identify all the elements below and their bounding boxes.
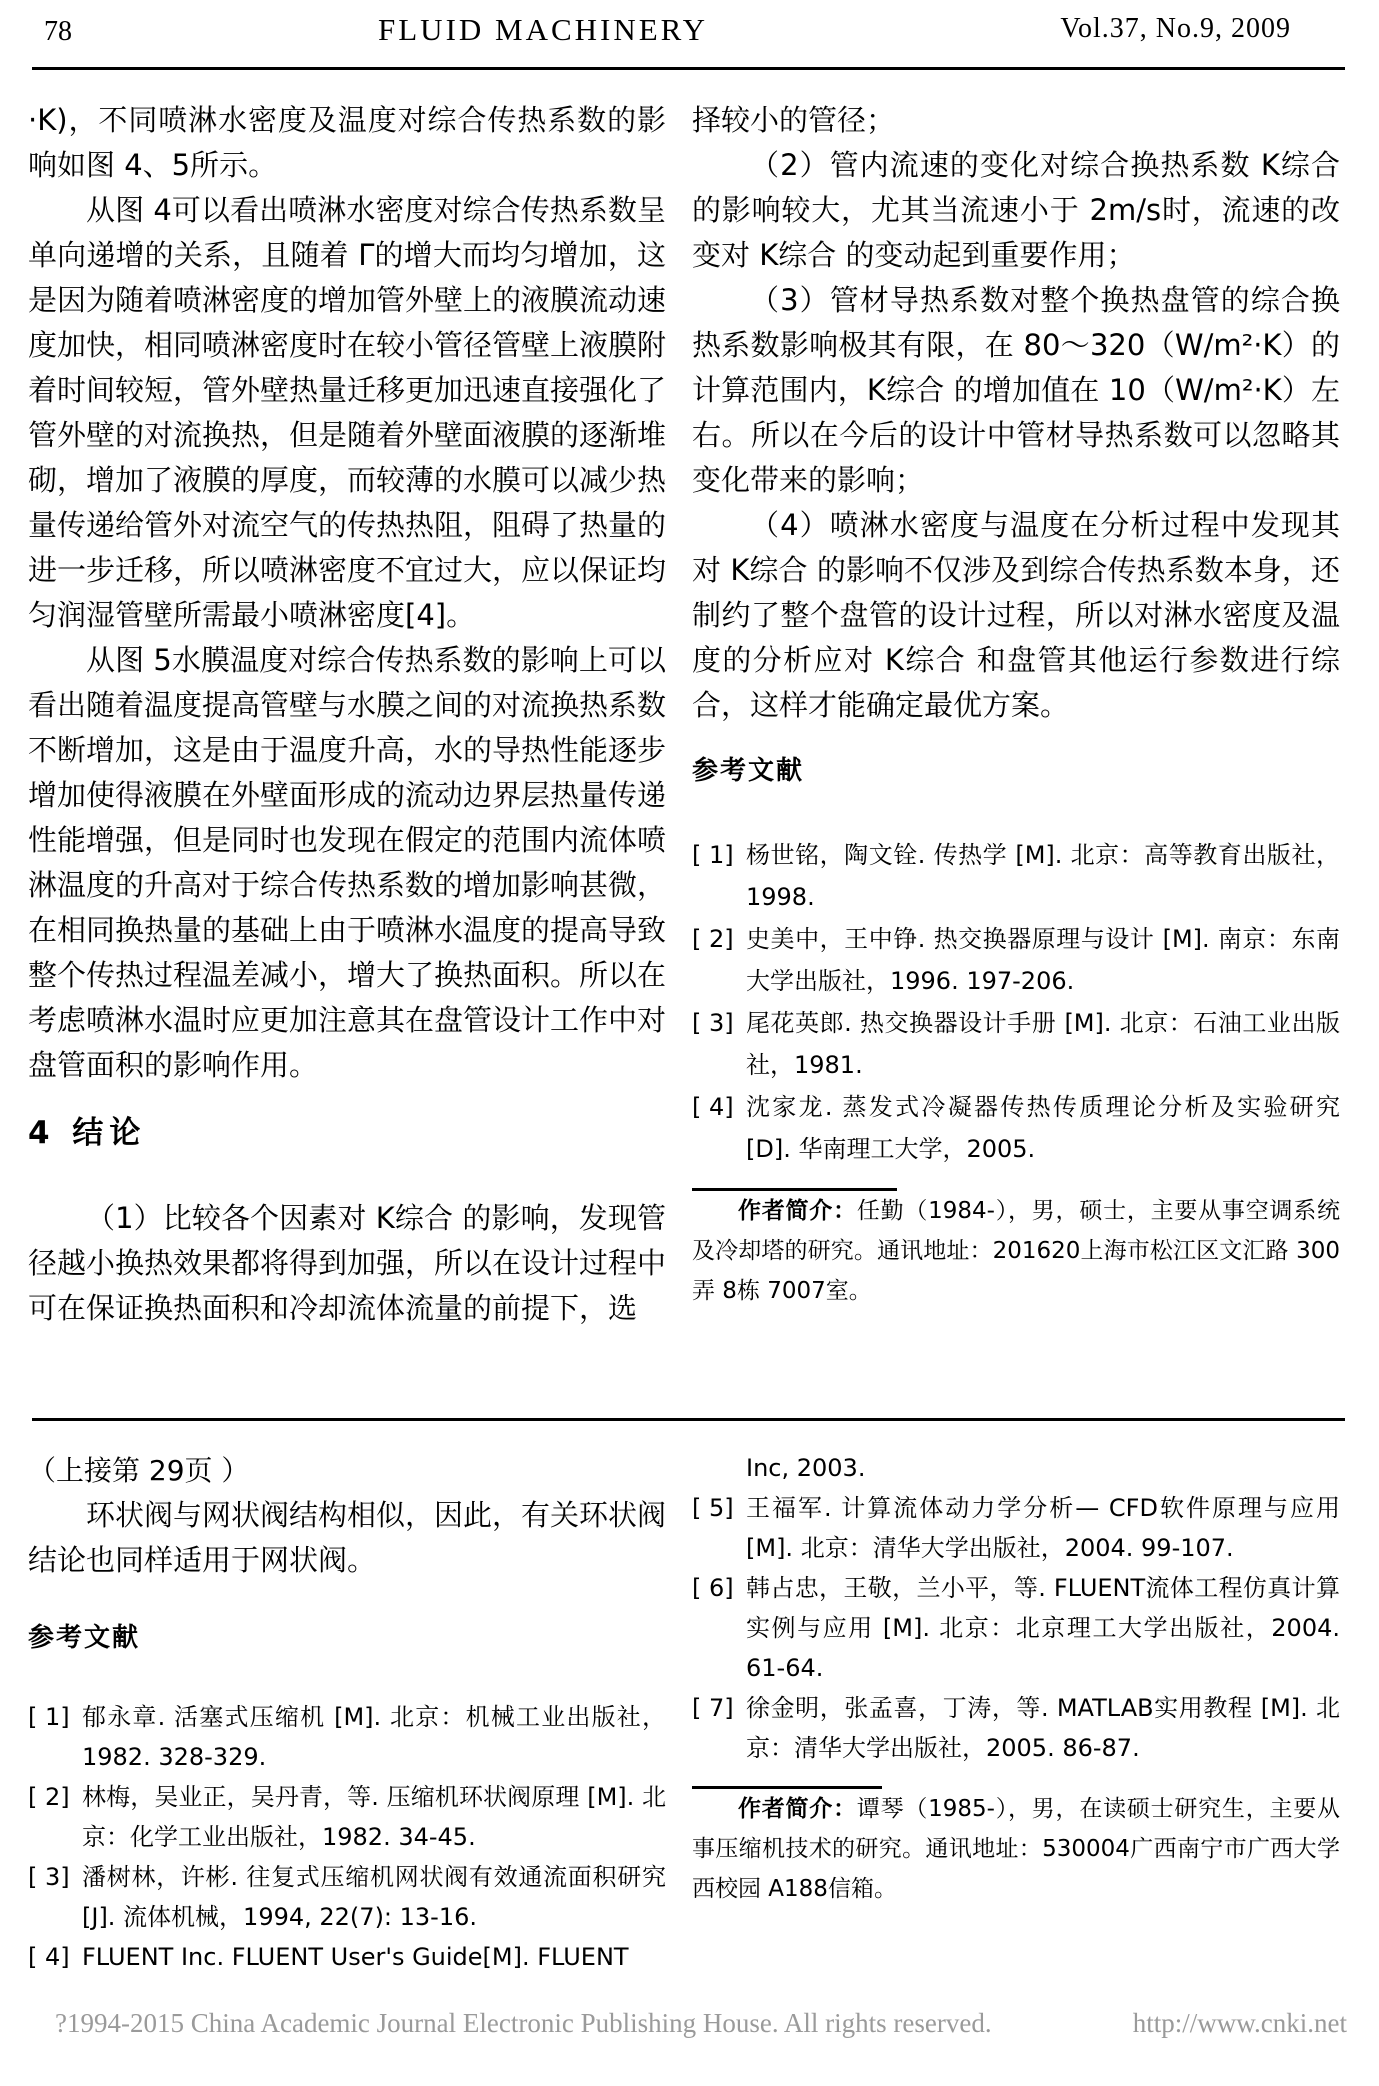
continued-from-note: （上接第 29页 ）: [28, 1454, 250, 1487]
reference-text: 杨世铭，陶文铨. 传热学 [M]. 北京：高等教育出版社，1998.: [746, 841, 1340, 911]
reference-label: [ 4]: [692, 1093, 734, 1121]
reference-text: 王福军. 计算流体动力学分析— CFD软件原理与应用 [M]. 北京：清华大学出版社，2004. 99-107.: [746, 1494, 1340, 1562]
footer-copyright: ?1994-2015 China Academic Journal Electronic Publishing House. All rights reserved.: [55, 2008, 992, 2038]
reference-text: 尾花英郎. 热交换器设计手册 [M]. 北京：石油工业出版社，1981.: [746, 1009, 1340, 1079]
paragraph-conclusion-4: （4）喷淋水密度与温度在分析过程中发现其对 K综合 的影响不仅涉及到综合传热系数本身，还制约了整个盘管的设计过程，所以对淋水密度及温度的分析应对 K综合 和盘管其他运行参数进行综合，这样才能确定最优方案。: [692, 508, 1340, 722]
author-bio-text: 任勤（1984-），男，硕士，主要从事空调系统及冷却塔的研究。通讯地址：201620上海市松江区文汇路 300弄 8栋 7007室。: [692, 1198, 1340, 1304]
page-number: 78: [44, 16, 72, 47]
reference-label: [ 5]: [692, 1494, 734, 1522]
conclusion-heading: 4 结论: [28, 1115, 147, 1151]
continued-article-left-column: [28, 1448, 666, 1977]
reference-text: 史美中，王中铮. 热交换器原理与设计 [M]. 南京：东南大学出版社，1996. 197-206.: [746, 925, 1340, 995]
paragraph-fig4: 从图 4可以看出喷淋水密度对综合传热系数呈单向递增的关系，且随着 Γ的增大而均匀增加，这是因为随着喷淋密度的增加管外壁上的液膜流动速度加快，相同喷淋密度时在较小管径管壁上液膜附着时间较短，管外壁热量迁移更加迅速直接强化了管外壁的对流换热，但是随着外壁面液膜的逐渐堆砌，增加了液膜的厚度，而较薄的水膜可以减少热量传递给管外对流空气的传热热阻，阻碍了热量的进一步迁移，所以喷淋密度不宜过大，应以保证均匀润湿管壁所需最小喷淋密度[4]。: [28, 193, 667, 632]
references-list: [692, 834, 1340, 1170]
reference-label: [ 1]: [692, 841, 734, 869]
reference-label: [ 1]: [28, 1703, 70, 1731]
main-article-left-column: [28, 98, 666, 1331]
header-divider: [32, 67, 1345, 70]
paragraph-cont: 择较小的管径；: [692, 103, 896, 137]
reference-label: [ 2]: [692, 925, 734, 953]
reference-text: 郁永章. 活塞式压缩机 [M]. 北京：机械工业出版社，1982. 328-329.: [82, 1703, 666, 1771]
reference-item: [692, 834, 1340, 918]
reference-overflow: Inc, 2003.: [746, 1454, 866, 1482]
paragraph-conclusion-1: （1）比较各个因素对 K综合 的影响，发现管径越小换热效果都将得到加强，所以在设计过程中可在保证换热面积和冷却流体流量的前提下，选: [28, 1201, 667, 1325]
paragraph-conclusion-3: （3）管材导热系数对整个换热盘管的综合换热系数影响极其有限，在 80～320（W/m²·K）的计算范围内，K综合 的增加值在 10（W/m²·K）左右。所以在今后的设计中管材导热系数可以忽略其变化带来的影响；: [692, 283, 1340, 497]
article-divider: [32, 1418, 1345, 1421]
references-list: [692, 1488, 1340, 1768]
references-heading: 参考文献: [28, 1623, 141, 1653]
reference-label: [ 7]: [692, 1694, 734, 1722]
reference-item: [692, 1086, 1340, 1170]
reference-item: [28, 1777, 666, 1857]
author-bio: [692, 1191, 1340, 1311]
main-article-right-column: [692, 98, 1340, 1311]
reference-item: [28, 1937, 666, 1977]
paragraph-valve: 环状阀与网状阀结构相似，因此，有关环状阀结论也同样适用于网状阀。: [28, 1498, 667, 1577]
reference-label: [ 3]: [692, 1009, 734, 1037]
footer-url: http://www.cnki.net: [1132, 2008, 1347, 2038]
references-heading: 参考文献: [692, 756, 805, 786]
reference-item: [692, 918, 1340, 1002]
paragraph-fig5: 从图 5水膜温度对综合传热系数的影响上可以看出随着温度提高管壁与水膜之间的对流换热系数不断增加，这是由于温度升高，水的导热性能逐步增加使得液膜在外壁面形成的流动边界层热量传递性能增强，但是同时也发现在假定的范围内流体喷淋温度的升高对于综合传热系数的增加影响甚微，在相同换热量的基础上由于喷淋水温度的提高导致整个传热过程温差减小，增大了换热面积。所以在考虑喷淋水温时应更加注意其在盘管设计工作中对盘管面积的影响作用。: [28, 643, 667, 1082]
reference-text: 韩占忠，王敬，兰小平，等. FLUENT流体工程仿真计算实例与应用 [M]. 北京：北京理工大学出版社，2004. 61-64.: [746, 1574, 1340, 1682]
reference-label: [ 3]: [28, 1863, 70, 1891]
reference-text: 林梅，吴业正，吴丹青，等. 压缩机环状阀原理 [M]. 北京：化学工业出版社，1982. 34-45.: [82, 1783, 666, 1851]
author-bio: [692, 1789, 1340, 1909]
reference-label: [ 4]: [28, 1943, 70, 1971]
reference-item: [692, 1002, 1340, 1086]
author-bio-text: 谭琴（1985-），男，在读硕士研究生，主要从事压缩机技术的研究。通讯地址：530004广西南宁市广西大学西校园 A188信箱。: [692, 1796, 1340, 1902]
reference-item: [28, 1697, 666, 1777]
reference-item: [692, 1568, 1340, 1688]
reference-item: [28, 1857, 666, 1937]
footer: [55, 2008, 1347, 2039]
reference-label: [ 6]: [692, 1574, 734, 1602]
reference-text: 徐金明，张孟喜，丁涛，等. MATLAB实用教程 [M]. 北京：清华大学出版社，2005. 86-87.: [746, 1694, 1340, 1762]
paragraph-conclusion-2: （2）管内流速的变化对综合换热系数 K综合 的影响较大，尤其当流速小于 2m/s时，流速的改变对 K综合 的变动起到重要作用；: [692, 148, 1340, 272]
paragraph-continued: ·K)，不同喷淋水密度及温度对综合传热系数的影响如图 4、5所示。: [28, 103, 666, 182]
issue-info: Vol.37, No.9, 2009: [1060, 13, 1291, 44]
continued-article-right-column: [692, 1448, 1340, 1909]
reference-label: [ 2]: [28, 1783, 70, 1811]
author-bio-label: 作者简介：: [738, 1198, 857, 1224]
reference-text: 沈家龙. 蒸发式冷凝器传热传质理论分析及实验研究 [D]. 华南理工大学，2005.: [746, 1093, 1340, 1163]
reference-item: [692, 1488, 1340, 1568]
journal-title: FLUID MACHINERY: [378, 12, 709, 47]
author-bio-label: 作者简介：: [738, 1796, 857, 1822]
reference-text: FLUENT Inc. FLUENT User's Guide[M]. FLUENT: [82, 1943, 629, 1971]
reference-item: [692, 1688, 1340, 1768]
reference-text: 潘树林，许彬. 往复式压缩机网状阀有效通流面积研究 [J]. 流体机械，1994, 22(7): 13-16.: [82, 1863, 666, 1931]
references-list: [28, 1697, 666, 1977]
